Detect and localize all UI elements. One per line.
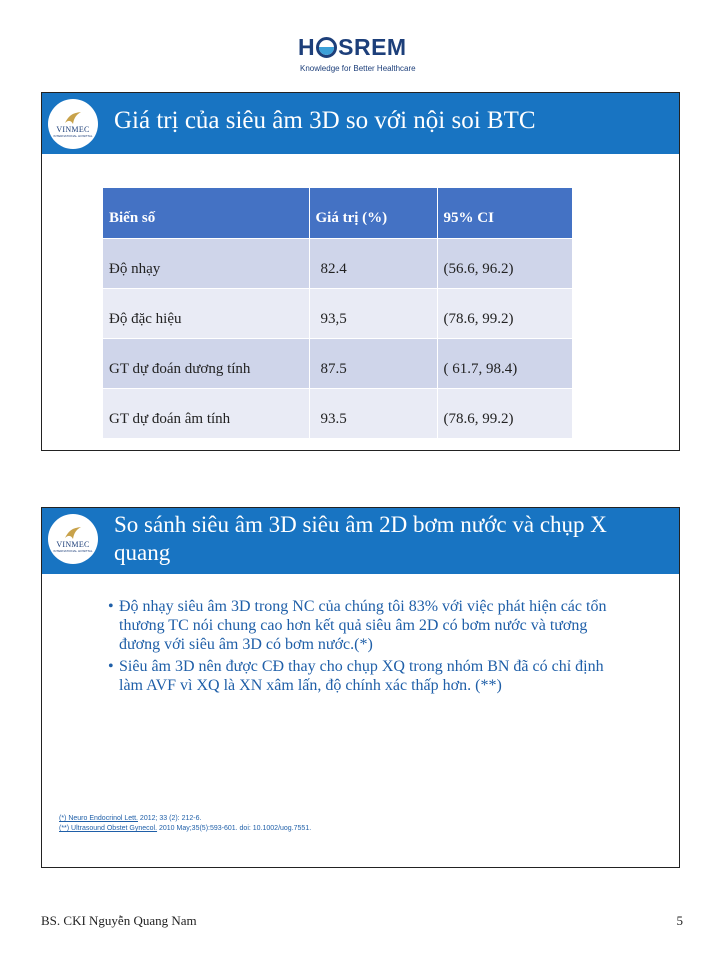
vinmec-bird-icon <box>63 111 83 125</box>
vinmec-wordmark: VINMEC <box>56 124 90 134</box>
table-header-row <box>103 188 572 238</box>
slide-1 <box>41 92 680 451</box>
hosrem-globe-icon <box>316 37 337 58</box>
bullet-text: Độ nhạy siêu âm 3D trong NC của chúng tôi 83% với việc phát hiện các tổn thương TC nói chung cao hơn kết quả siêu âm 2D có bơm nước và tương đương với siêu âm 3D có bơm nước.(*) <box>119 598 607 653</box>
slide-1-title: Giá trị của siêu âm 3D so với nội soi BTC <box>114 107 536 134</box>
slide-2 <box>41 507 680 868</box>
table-header-cell: Biến số <box>103 188 309 238</box>
bullet-icon: • <box>108 658 114 675</box>
sensitivity-table <box>103 188 572 438</box>
table-cell: (78.6, 99.2) <box>437 288 572 338</box>
list-item <box>108 597 628 654</box>
reference-link[interactable]: (**) Ultrasound Obstet Gynecol. <box>59 825 158 832</box>
hosrem-logo <box>298 34 424 78</box>
footer-author: BS. CKI Nguyễn Quang Nam <box>41 913 197 928</box>
bullet-list <box>108 597 628 698</box>
reference-item: (*) Neuro Endocrinol Lett. 2012; 33 (2): 212-6. <box>59 815 202 822</box>
slide-2-header <box>42 508 679 574</box>
table-cell: 93,5 <box>309 288 437 338</box>
table-cell: GT dự đoán âm tính <box>103 388 309 438</box>
hosrem-tagline: Knowledge for Better Healthcare <box>300 64 416 73</box>
references <box>59 814 311 834</box>
bullet-text: Siêu âm 3D nên được CĐ thay cho chụp XQ trong nhóm BN đã có chỉ định làm AVF vì XQ là XN xâm lấn, độ chính xác thấp hơn. (**) <box>119 658 604 694</box>
slide-1-header <box>42 93 679 154</box>
reference-item: (**) Ultrasound Obstet Gynecol. 2010 May;35(5):593-601. doi: 10.1002/uog.7551. <box>59 825 312 832</box>
table-header-cell: 95% CI <box>437 188 572 238</box>
table-cell: (56.6, 96.2) <box>437 238 572 288</box>
vinmec-wordmark: VINMEC <box>56 539 90 549</box>
table-cell: (78.6, 99.2) <box>437 388 572 438</box>
vinmec-logo <box>48 99 98 149</box>
slide-2-title: So sánh siêu âm 3D siêu âm 2D bơm nước và chụp X quang <box>114 512 607 565</box>
reference-link[interactable]: (*) Neuro Endocrinol Lett. <box>59 815 138 822</box>
table-row <box>103 338 572 388</box>
hosrem-wordmark: H SREM <box>298 34 407 60</box>
table-row <box>103 388 572 438</box>
vinmec-subtitle: INTERNATIONAL HOSPITAL <box>53 548 93 553</box>
table-row <box>103 238 572 288</box>
vinmec-logo <box>48 514 98 564</box>
table-cell: 82.4 <box>309 238 437 288</box>
table-row <box>103 288 572 338</box>
table-header-cell: Giá trị (%) <box>309 188 437 238</box>
table-cell: Độ đặc hiệu <box>103 288 309 338</box>
page-number: 5 <box>676 913 683 928</box>
vinmec-subtitle: INTERNATIONAL HOSPITAL <box>53 133 93 138</box>
vinmec-bird-icon <box>63 526 83 540</box>
table-cell: Độ nhạy <box>103 238 309 288</box>
table-cell: ( 61.7, 98.4) <box>437 338 572 388</box>
table-cell: 87.5 <box>309 338 437 388</box>
list-item <box>108 657 628 695</box>
table-cell: GT dự đoán dương tính <box>103 338 309 388</box>
table-cell: 93.5 <box>309 388 437 438</box>
bullet-icon: • <box>108 598 114 615</box>
